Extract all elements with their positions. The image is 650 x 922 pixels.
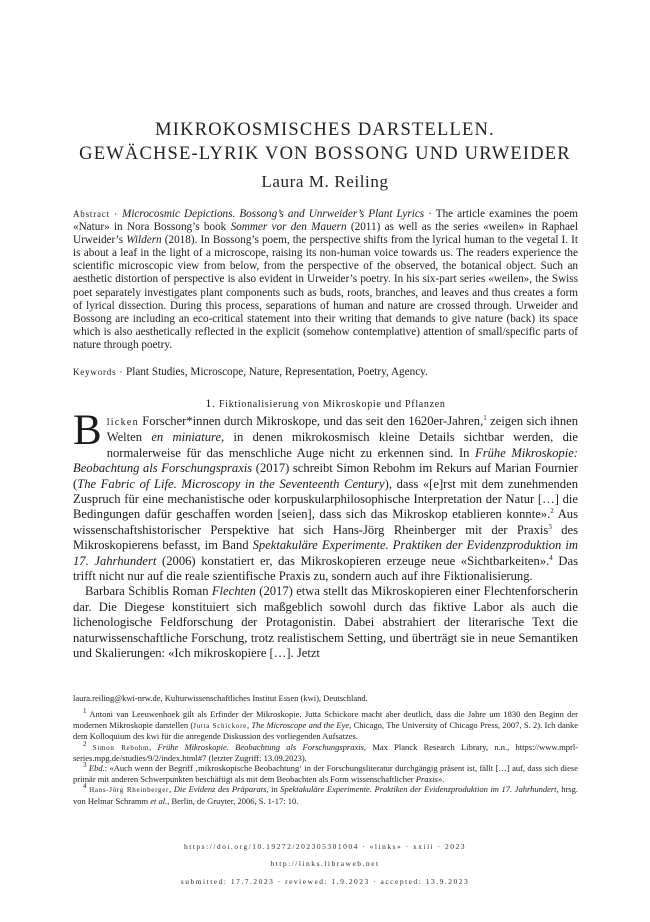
author-name <box>40 172 610 192</box>
paragraph-1 <box>73 407 579 584</box>
fn4-etal: et al. <box>150 795 168 806</box>
footnote-3-number: 3 <box>83 761 87 770</box>
fn3-ebd: Ebd. <box>88 763 105 774</box>
journal-url[interactable]: http://links.libraweb.net <box>270 859 380 868</box>
fn4-text-c: , hrsg. von Helmar Schramm <box>73 784 578 806</box>
lead-in-smallcaps: licken <box>106 417 139 428</box>
keywords-text: Plant Studies, Microscope, Nature, Representation, Poetry, Agency. <box>123 366 428 378</box>
section-title: Fiktionalisierung von Mikroskopie und Pflanzen <box>218 399 446 410</box>
p2-text-b: (2017) etwa stellt das Mikroskopieren einer Flechtenforscherin dar. Die Diegese konstituiert sich maßgeblich sowohl durch das fiktive Labor als auch die lichenologische Feldforschung der Protagonistin. Dabei abstrahiert der literarische Text die naturwissenschaftliche Forschung, trotz realistischem Setting, und überträgt sie in neue Semantiken und Skalierungen: «Ich mikroskopiere […]. Jetzt <box>73 584 578 661</box>
p2-italic-1: Flechten <box>211 584 256 599</box>
p1-text-e: ), dass «[e]rst mit dem zunehmenden Zuspruch für eine mechanistische oder korpuskularphilosophische Interpretation der Natur […] die Bedingungen dafür geschaffen worden [seien], dass sich das Mikroskop etablieren konnte». <box>73 476 578 522</box>
fn1-title: The Microscope and the Eye <box>251 719 350 730</box>
p1-italic-1: en miniature <box>151 430 222 445</box>
footnote-3 <box>73 763 578 784</box>
fn1-text-c: , Chicago, The University of Chicago Press, 2007, S. 2). Ich danke dem Kolloquium des kwi für die anregende Diskussion des vorliegenden Aufsatzes. <box>73 719 579 742</box>
p1-text-b: zeigen sich ihnen Welten <box>106 414 579 445</box>
footnote-2-number: 2 <box>83 739 87 748</box>
footnote-1-number: 1 <box>83 707 87 716</box>
abstract-text-3: (2018). In Bossong’s poem, the perspective shifts from the lyrical human to the vegetal I. It is about a leaf in the light of a microscope, raising its non-human voice towards us. The readers experience the scientific microscopic view from below, from the perspective of the observed, the botanical object. Such an aesthetic distortion of perspective is also evident in Urweider’s poetry. In his six-part series «weilen», the Swiss poet separately investigates plant components such as buds, roots, branches, and leaves and thus creates a form of lyrical dissection. During this process, separations of human and nature are crossed through. Urweider and Bossong are including an eco-critical statement into their writing that demands to give nature (back) its space which is also aesthetically reflected in the explicit (somehow contemplative) attention of small/specific parts of nature through poetry. <box>73 234 578 351</box>
fn2-author: Simon Rebohm <box>92 743 150 752</box>
p1-text-g: des Mikroskopierens befasst, im Band <box>73 522 579 553</box>
abstract-book-2: Wildern <box>126 234 162 247</box>
abstract-book-1: Sommer vor den Mauern <box>230 221 347 234</box>
fn3-text-b: ». <box>437 773 445 784</box>
footnote-ref-1[interactable]: 1 <box>483 413 487 422</box>
abstract <box>73 208 578 352</box>
abstract-text-1: · The article examines the poem «Natur» in Nora Bossong’s book <box>73 208 578 234</box>
article-title-line-2: GEWÄCHSE-LYRIK VON BOSSONG UND URWEIDER <box>79 144 571 164</box>
p1-italic-3: The Fabric of Life. Microscopy in the Seventeenth Century <box>77 476 385 491</box>
footnote-4 <box>73 784 578 806</box>
footnote-ref-2[interactable]: 2 <box>550 507 554 516</box>
footnote-4-number: 4 <box>83 782 87 791</box>
fn4-text-d: , Berlin, de Gruyter, 2006, S. 1-17: 10. <box>167 795 299 806</box>
p1-italic-4: Spektakuläre Experimente. Praktiken der Evidenzproduktion im 17. Jahrhundert <box>73 538 579 568</box>
fn2-text-a: , <box>149 741 158 752</box>
fn1-author: Jutta Schickore <box>193 721 247 730</box>
fn4-title: Die Evidenz des Präparats <box>173 784 267 795</box>
footnote-ref-3[interactable]: 3 <box>548 522 552 531</box>
p1-text-h: (2006) konstatiert er, das Mikroskopieren erzeuge neue «Sichtbarkeiten». <box>156 553 550 568</box>
fn4-text-a: , <box>169 784 174 795</box>
abstract-english-title: Microcosmic Depictions. Bossong’s and Unrweider’s Plant Lyrics <box>122 208 425 220</box>
abstract-label: Abstract · <box>73 209 118 219</box>
doi-line[interactable]: https://doi.org/10.19272/202305301004 · «links» · xxiii · 2023 <box>183 842 467 851</box>
p1-text-c: , in denen mikrokosmisch kleine Details sichtbar werden, die normalerweise für das menschliche Auge nicht zu erkennen sind. In <box>106 430 578 460</box>
p1-italic-2: Frühe Mikroskopie: Beobachtung als Forschungspraxis <box>73 445 579 476</box>
section-number: 1. <box>205 396 216 410</box>
drop-cap: B <box>73 407 102 454</box>
p1-text-d: (2017) schreibt Simon Rebohm im Rekurs auf Marian Fournier ( <box>73 461 578 491</box>
footnote-ref-4[interactable]: 4 <box>549 553 553 562</box>
p1-text-a: Forscher*innen durch Mikroskope, und das seit den 1620er-Jahren, <box>138 414 484 428</box>
fn2-text-b[interactable]: , Max Planck Research Library, n.n., https://www.mprl-series.mpg.de/studies/9/2/index.html#7 (letzter Zugriff: 13.09.2023). <box>73 741 579 764</box>
keywords <box>73 366 578 379</box>
p2-text-a: Barbara Schiblis Roman <box>85 584 212 599</box>
fn1-text-a: Antoni van Leeuwenhoek gilt als Erfinder der Mikroskopie. Jutta Schickore macht aber deutlich, dass die Jahre um 1830 den Beginn der modernen Mikroskopie darstellen ( <box>73 709 578 730</box>
submission-dates: submitted: 17.7.2023 · reviewed: 1.9.2023 · accepted: 13.9.2023 <box>180 877 470 886</box>
fn4-author: Hans-Jörg Rheinberger <box>89 786 170 795</box>
body-text <box>73 407 579 662</box>
section-heading <box>73 396 578 411</box>
footnote-1 <box>73 709 578 741</box>
footnote-2 <box>73 739 579 764</box>
fn1-text-b: , <box>246 719 252 730</box>
fn3-text-a: : «Auch wenn der Begriff ‚mikroskopische Beobachtung‘ in der Forschungsliteratur durchgängig präsent ist, fällt […] auf, dass sich diese primär mit anderen Schwerpunkten beschäftigt als mit dem Beobachten als Form wissenschaftlicher <box>73 763 578 784</box>
fn2-title: Frühe Mikroskopie. Beobachtung als Forschungspraxis <box>157 741 364 752</box>
footnotes <box>73 693 578 806</box>
author-affiliation: laura.reiling@kwi-nrw.de, Kulturwissenschaftliches Institut Essen (kwi), Deutschland. <box>73 693 368 703</box>
paragraph-2 <box>73 584 578 661</box>
p1-text-i: Das trifft nicht nur auf die reale szientifische Praxis zu, sondern auch auf ihre Fiktionalisierung. <box>73 553 578 584</box>
fn4-volume: Spektakuläre Experimente. Praktiken der Evidenzproduktion im 17. Jahrhundert <box>280 784 557 795</box>
article-title-line-1: MIKROKOSMISCHES DARSTELLEN. <box>155 120 495 140</box>
fn4-text-b: , in <box>266 784 281 795</box>
p1-text-f: Aus wissenschaftshistorischer Perspektive hat sich Hans-Jörg Rheinberger mit der Praxis <box>73 507 579 537</box>
keywords-label: Keywords · <box>73 367 124 377</box>
abstract-text-2: (2011) as well as the series «weilen» in Raphael Urweider’s <box>73 221 579 247</box>
author-text: Laura M. Reiling <box>261 172 389 191</box>
fn3-praxis: Praxis <box>415 773 438 784</box>
